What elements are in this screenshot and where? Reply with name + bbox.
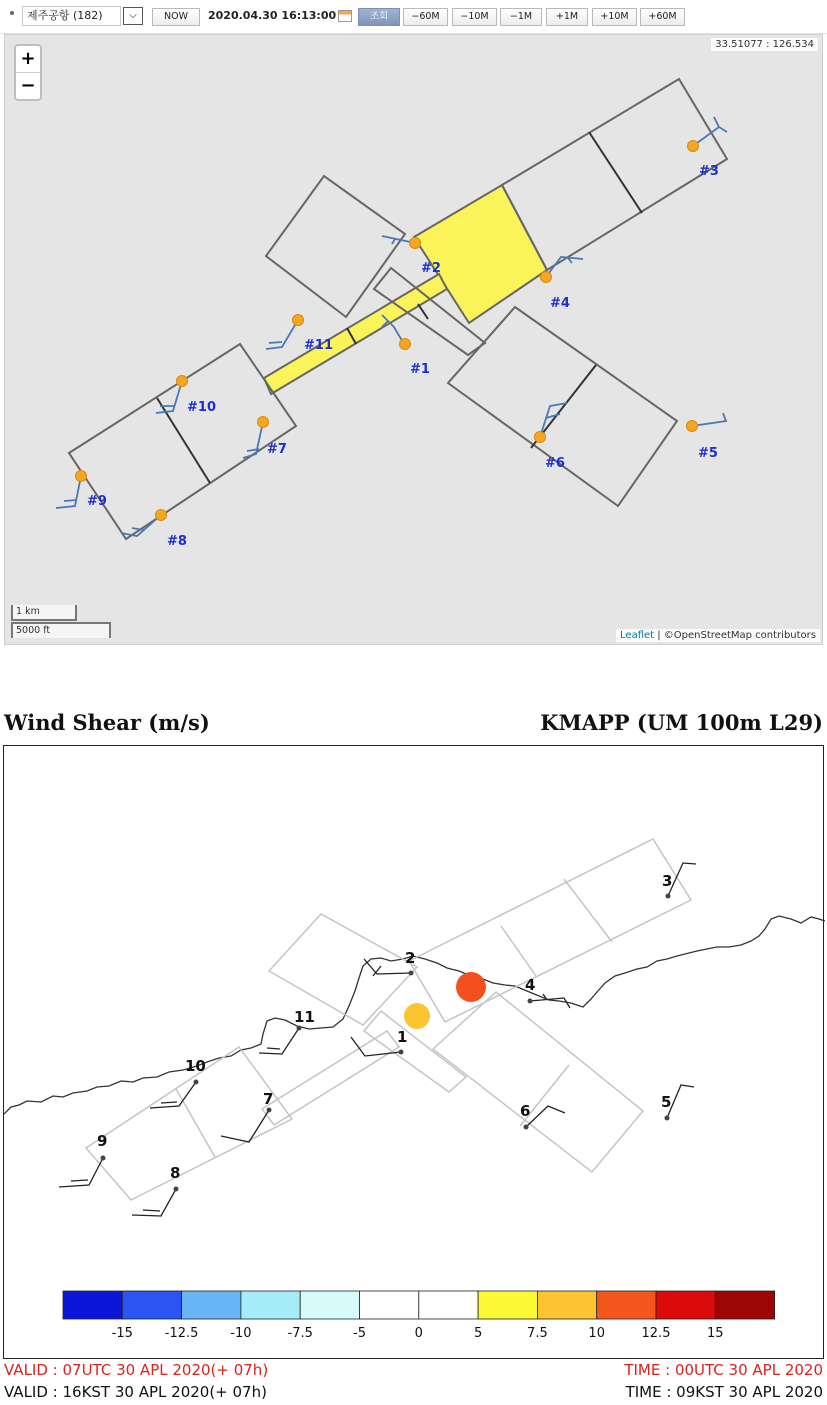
colorbar-cell	[63, 1291, 122, 1319]
leaflet-link[interactable]: Leaflet	[620, 630, 655, 641]
sensor-marker[interactable]	[410, 238, 421, 249]
runway-sector-overlay	[5, 35, 823, 645]
station-dot	[174, 1187, 179, 1192]
colorbar-tick-label: -7.5	[287, 1326, 313, 1341]
wind-barb	[150, 1082, 196, 1108]
minus-1m-button[interactable]: −1M	[500, 8, 542, 26]
colorbar-tick-label: 5	[473, 1326, 483, 1341]
sensor-marker[interactable]	[535, 432, 546, 443]
station-label: 9	[97, 1132, 108, 1150]
sensor-label: #6	[545, 456, 565, 471]
sensor-label: #9	[87, 494, 107, 509]
sensor-label: #4	[550, 296, 570, 311]
scale-bar-km: 1 km	[11, 605, 77, 621]
leaflet-map[interactable]	[4, 34, 823, 645]
plus-1m-button[interactable]: +1M	[546, 8, 588, 26]
wind-shear-marker-moderate[interactable]	[404, 1003, 430, 1029]
station-label: 5	[661, 1093, 672, 1111]
sensor-marker[interactable]	[400, 339, 411, 350]
zoom-out-button[interactable]: −	[16, 72, 40, 98]
colorbar-cell	[122, 1291, 181, 1319]
station-label: 8	[170, 1164, 181, 1182]
wind-barb	[156, 381, 182, 413]
calendar-icon[interactable]	[338, 10, 352, 22]
station-label: 6	[520, 1102, 531, 1120]
colorbar-cell	[182, 1291, 241, 1319]
coordinate-readout: 33.51077 : 126.534	[711, 38, 818, 51]
wind-barb	[121, 515, 161, 536]
sensor-label: #11	[304, 338, 333, 353]
colorbar-tick-label: 0	[414, 1326, 423, 1341]
station-dot	[524, 1125, 529, 1130]
station-dot	[194, 1080, 199, 1085]
wind-barb	[132, 1189, 176, 1216]
station-dot	[399, 1050, 404, 1055]
wind-barb	[243, 422, 263, 458]
station-label: 11	[294, 1008, 315, 1026]
colorbar-cell	[597, 1291, 656, 1319]
sensor-marker[interactable]	[687, 421, 698, 432]
colorbar-tick-label: -15	[111, 1326, 133, 1341]
colorbar-cell	[300, 1291, 359, 1319]
zoom-control	[14, 44, 42, 101]
sensor-label: #10	[187, 400, 216, 415]
colorbar-ticks	[112, 1326, 724, 1341]
colorbar-tick-label: 7.5	[527, 1326, 548, 1341]
runway-outline	[262, 1031, 399, 1125]
station-dot	[101, 1156, 106, 1161]
minus-60m-button[interactable]: −60M	[403, 8, 448, 26]
sensor-marker[interactable]	[177, 376, 188, 387]
station-dot	[267, 1108, 272, 1113]
wind-shear-map	[4, 746, 825, 1360]
attribution-text: | ©OpenStreetMap contributors	[654, 630, 816, 641]
station-dot	[297, 1026, 302, 1031]
map-toolbar	[0, 0, 827, 34]
time-kst-text: TIME : 09KST 30 APL 2020	[625, 1383, 823, 1401]
divider-line	[418, 304, 428, 319]
divider-line	[176, 1089, 215, 1157]
plus-60m-button[interactable]: +60M	[640, 8, 685, 26]
sensor-marker[interactable]	[76, 471, 87, 482]
valid-utc-text: VALID : 07UTC 30 APL 2020(+ 07h)	[4, 1361, 269, 1379]
plus-10m-button[interactable]: +10M	[592, 8, 637, 26]
sector-box-nw	[269, 914, 417, 1025]
query-button[interactable]: 조회	[358, 8, 400, 26]
colorbar-cell	[715, 1291, 774, 1319]
station-label: 10	[185, 1057, 206, 1075]
station-label: 3	[662, 872, 673, 890]
sector-box-se	[433, 992, 643, 1172]
wind-barb	[221, 1110, 269, 1142]
minus-10m-button[interactable]: −10M	[452, 8, 497, 26]
colorbar-tick-label: -5	[353, 1326, 366, 1341]
divider-line	[501, 926, 536, 976]
datetime-display: 2020.04.30 16:13:00	[208, 9, 337, 22]
wind-shear-title: Wind Shear (m/s)	[4, 710, 210, 735]
bullet-icon	[10, 11, 14, 15]
colorbar-tick-label: -10	[230, 1326, 252, 1341]
wind-barb	[59, 1158, 103, 1187]
station-label: 4	[525, 976, 536, 994]
station-dot	[666, 894, 671, 899]
sensor-label: #7	[267, 442, 287, 457]
colorbar-tick-label: 10	[588, 1326, 605, 1341]
sector-box-ne	[409, 839, 691, 1022]
wind-barb	[266, 320, 298, 349]
sector-box-ne	[502, 79, 727, 270]
divider-line	[589, 132, 642, 213]
station-select[interactable]: 제주공항 (182)	[22, 6, 121, 26]
colorbar-cell	[478, 1291, 537, 1319]
sensor-label: #3	[699, 164, 719, 179]
sector-box-sw	[69, 344, 296, 539]
wind-shear-marker-strong[interactable]	[456, 972, 486, 1002]
wind-barb	[530, 994, 570, 1008]
colorbar-tick-label: -12.5	[164, 1326, 199, 1341]
wind-barb	[526, 1106, 565, 1127]
zoom-in-button[interactable]: +	[20, 48, 36, 69]
colorbar	[63, 1291, 775, 1319]
sensor-label: #8	[167, 534, 187, 549]
sensor-marker[interactable]	[258, 417, 269, 428]
sensor-marker[interactable]	[541, 272, 552, 283]
wind-barb	[259, 1028, 299, 1054]
station-label: 7	[263, 1090, 274, 1108]
station-dot	[528, 999, 533, 1004]
colorbar-cell	[419, 1291, 478, 1319]
station-dot	[409, 971, 414, 976]
wind-barb	[364, 959, 411, 976]
station-dot	[665, 1116, 670, 1121]
station-label: 1	[397, 1028, 408, 1046]
sensor-label: #2	[421, 261, 441, 276]
map-attribution	[616, 629, 820, 642]
sensor-marker[interactable]	[293, 315, 304, 326]
sensor-label: #5	[698, 446, 718, 461]
wind-barb	[56, 476, 81, 508]
time-utc-text: TIME : 00UTC 30 APL 2020	[624, 1361, 823, 1379]
colorbar-tick-label: 12.5	[641, 1326, 671, 1341]
station-label: 2	[405, 949, 416, 967]
sensor-marker[interactable]	[156, 510, 167, 521]
colorbar-cell	[537, 1291, 596, 1319]
colorbar-tick-label: 15	[707, 1326, 724, 1341]
scale-bar-ft: 5000 ft	[11, 622, 111, 638]
chevron-down-icon[interactable]: ⌵	[123, 7, 143, 25]
valid-kst-text: VALID : 16KST 30 APL 2020(+ 07h)	[4, 1383, 267, 1401]
colorbar-cell	[360, 1291, 419, 1319]
sensor-label: #1	[410, 362, 430, 377]
model-title: KMAPP (UM 100m L29)	[540, 710, 823, 735]
colorbar-cell	[656, 1291, 715, 1319]
colorbar-cell	[241, 1291, 300, 1319]
wind-shear-figure	[3, 745, 824, 1359]
now-button[interactable]: NOW	[152, 8, 200, 26]
sensor-marker[interactable]	[688, 141, 699, 152]
divider-line	[564, 879, 612, 942]
